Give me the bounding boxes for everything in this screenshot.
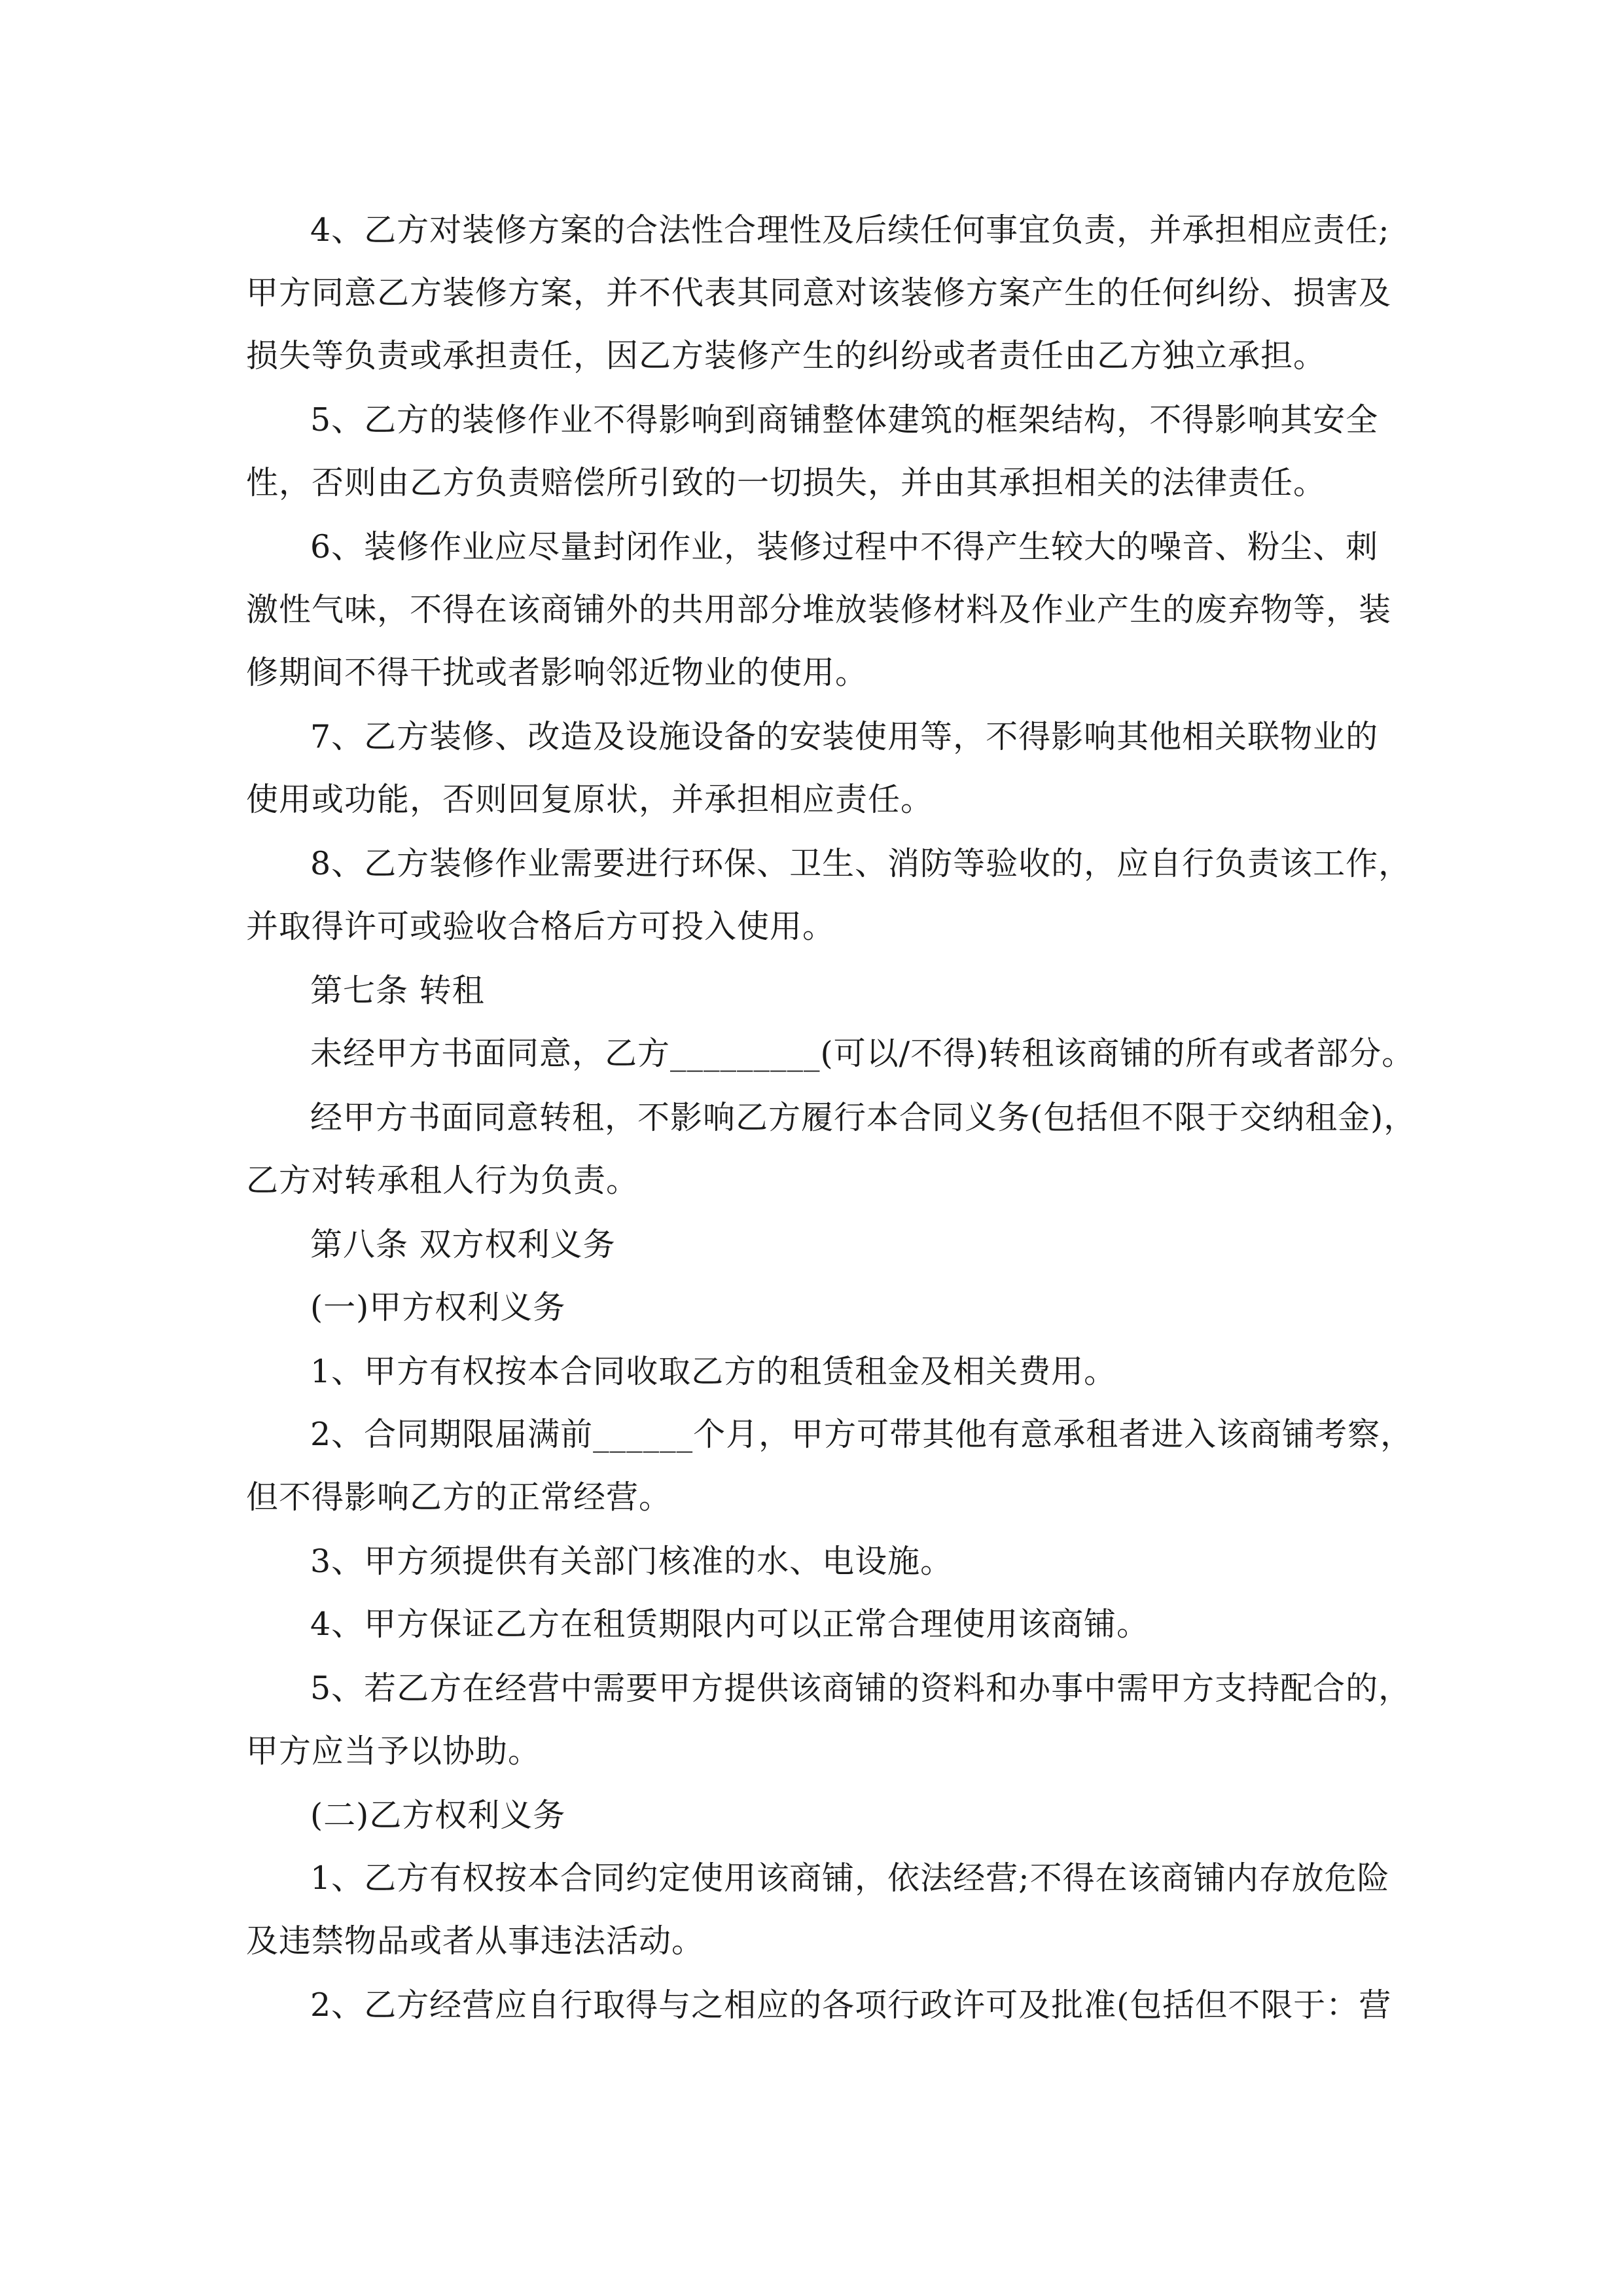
paragraph-line: 7、乙方装修、改造及设施设备的安装使用等，不得影响其他相关联物业的 — [310, 718, 1379, 755]
paragraph-line: 8、乙方装修作业需要进行环保、卫生、消防等验收的，应自行负责该工作， — [310, 845, 1412, 882]
paragraph-line: 2、合同期限届满前______个月，甲方可带其他有意承租者进入该商铺考察， — [310, 1416, 1414, 1453]
paragraph-line: 性，否则由乙方负责赔偿所引致的一切损失，并由其承担相关的法律责任。 — [246, 464, 1327, 501]
paragraph-line: 1、甲方有权按本合同收取乙方的租赁租金及相关费用。 — [310, 1353, 1117, 1390]
paragraph-line: 2、乙方经营应自行取得与之相应的各项行政许可及批准(包括但不限于：营 — [310, 1986, 1392, 2024]
paragraph-line: 损失等负责或承担责任，因乙方装修产生的纠纷或者责任由乙方独立承担。 — [246, 337, 1327, 374]
paragraph-line: 4、甲方保证乙方在租赁期限内可以正常合理使用该商铺。 — [310, 1605, 1150, 1643]
paragraph-line: 5、若乙方在经营中需要甲方提供该商铺的资料和办事中需甲方支持配合的， — [310, 1670, 1412, 1707]
paragraph-line: 3、甲方须提供有关部门核准的水、电设施。 — [310, 1543, 954, 1580]
section-heading: 第七条 转租 — [310, 972, 485, 1009]
paragraph-line: 但不得影响乙方的正常经营。 — [246, 1479, 672, 1516]
section-heading: 第八条 双方权利义务 — [310, 1226, 616, 1263]
paragraph-line: 4、乙方对装修方案的合法性合理性及后续任何事宜负责，并承担相应责任; — [310, 211, 1390, 249]
paragraph-line: 修期间不得干扰或者影响邻近物业的使用。 — [246, 654, 868, 691]
paragraph-line: 甲方应当予以协助。 — [246, 1732, 541, 1770]
paragraph-line: 未经甲方书面同意，乙方_________(可以/不得)转租该商铺的所有或者部分。 — [310, 1035, 1415, 1072]
paragraph-line: 1、乙方有权按本合同约定使用该商铺，依法经营;不得在该商铺内存放危险 — [310, 1859, 1390, 1897]
paragraph-line: 及违禁物品或者从事违法活动。 — [246, 1922, 705, 1960]
paragraph-line: 乙方对转承租人行为负责。 — [246, 1162, 639, 1199]
paragraph-line: 并取得许可或验收合格后方可投入使用。 — [246, 908, 836, 945]
paragraph-line: 激性气味，不得在该商铺外的共用部分堆放装修材料及作业产生的废弃物等，装 — [246, 591, 1392, 628]
paragraph-line: 6、装修作业应尽量封闭作业，装修过程中不得产生较大的噪音、粉尘、刺 — [310, 528, 1379, 565]
paragraph-line: 甲方同意乙方装修方案，并不代表其同意对该装修方案产生的任何纠纷、损害及 — [246, 274, 1392, 312]
paragraph-line: 经甲方书面同意转租，不影响乙方履行本合同义务(包括但不限于交纳租金)， — [310, 1099, 1417, 1136]
paragraph-line: 使用或功能，否则回复原状，并承担相应责任。 — [246, 781, 934, 818]
subsection-heading: (二)乙方权利义务 — [310, 1797, 566, 1834]
subsection-heading: (一)甲方权利义务 — [310, 1289, 566, 1326]
paragraph-line: 5、乙方的装修作业不得影响到商铺整体建筑的框架结构，不得影响其安全 — [310, 401, 1379, 439]
